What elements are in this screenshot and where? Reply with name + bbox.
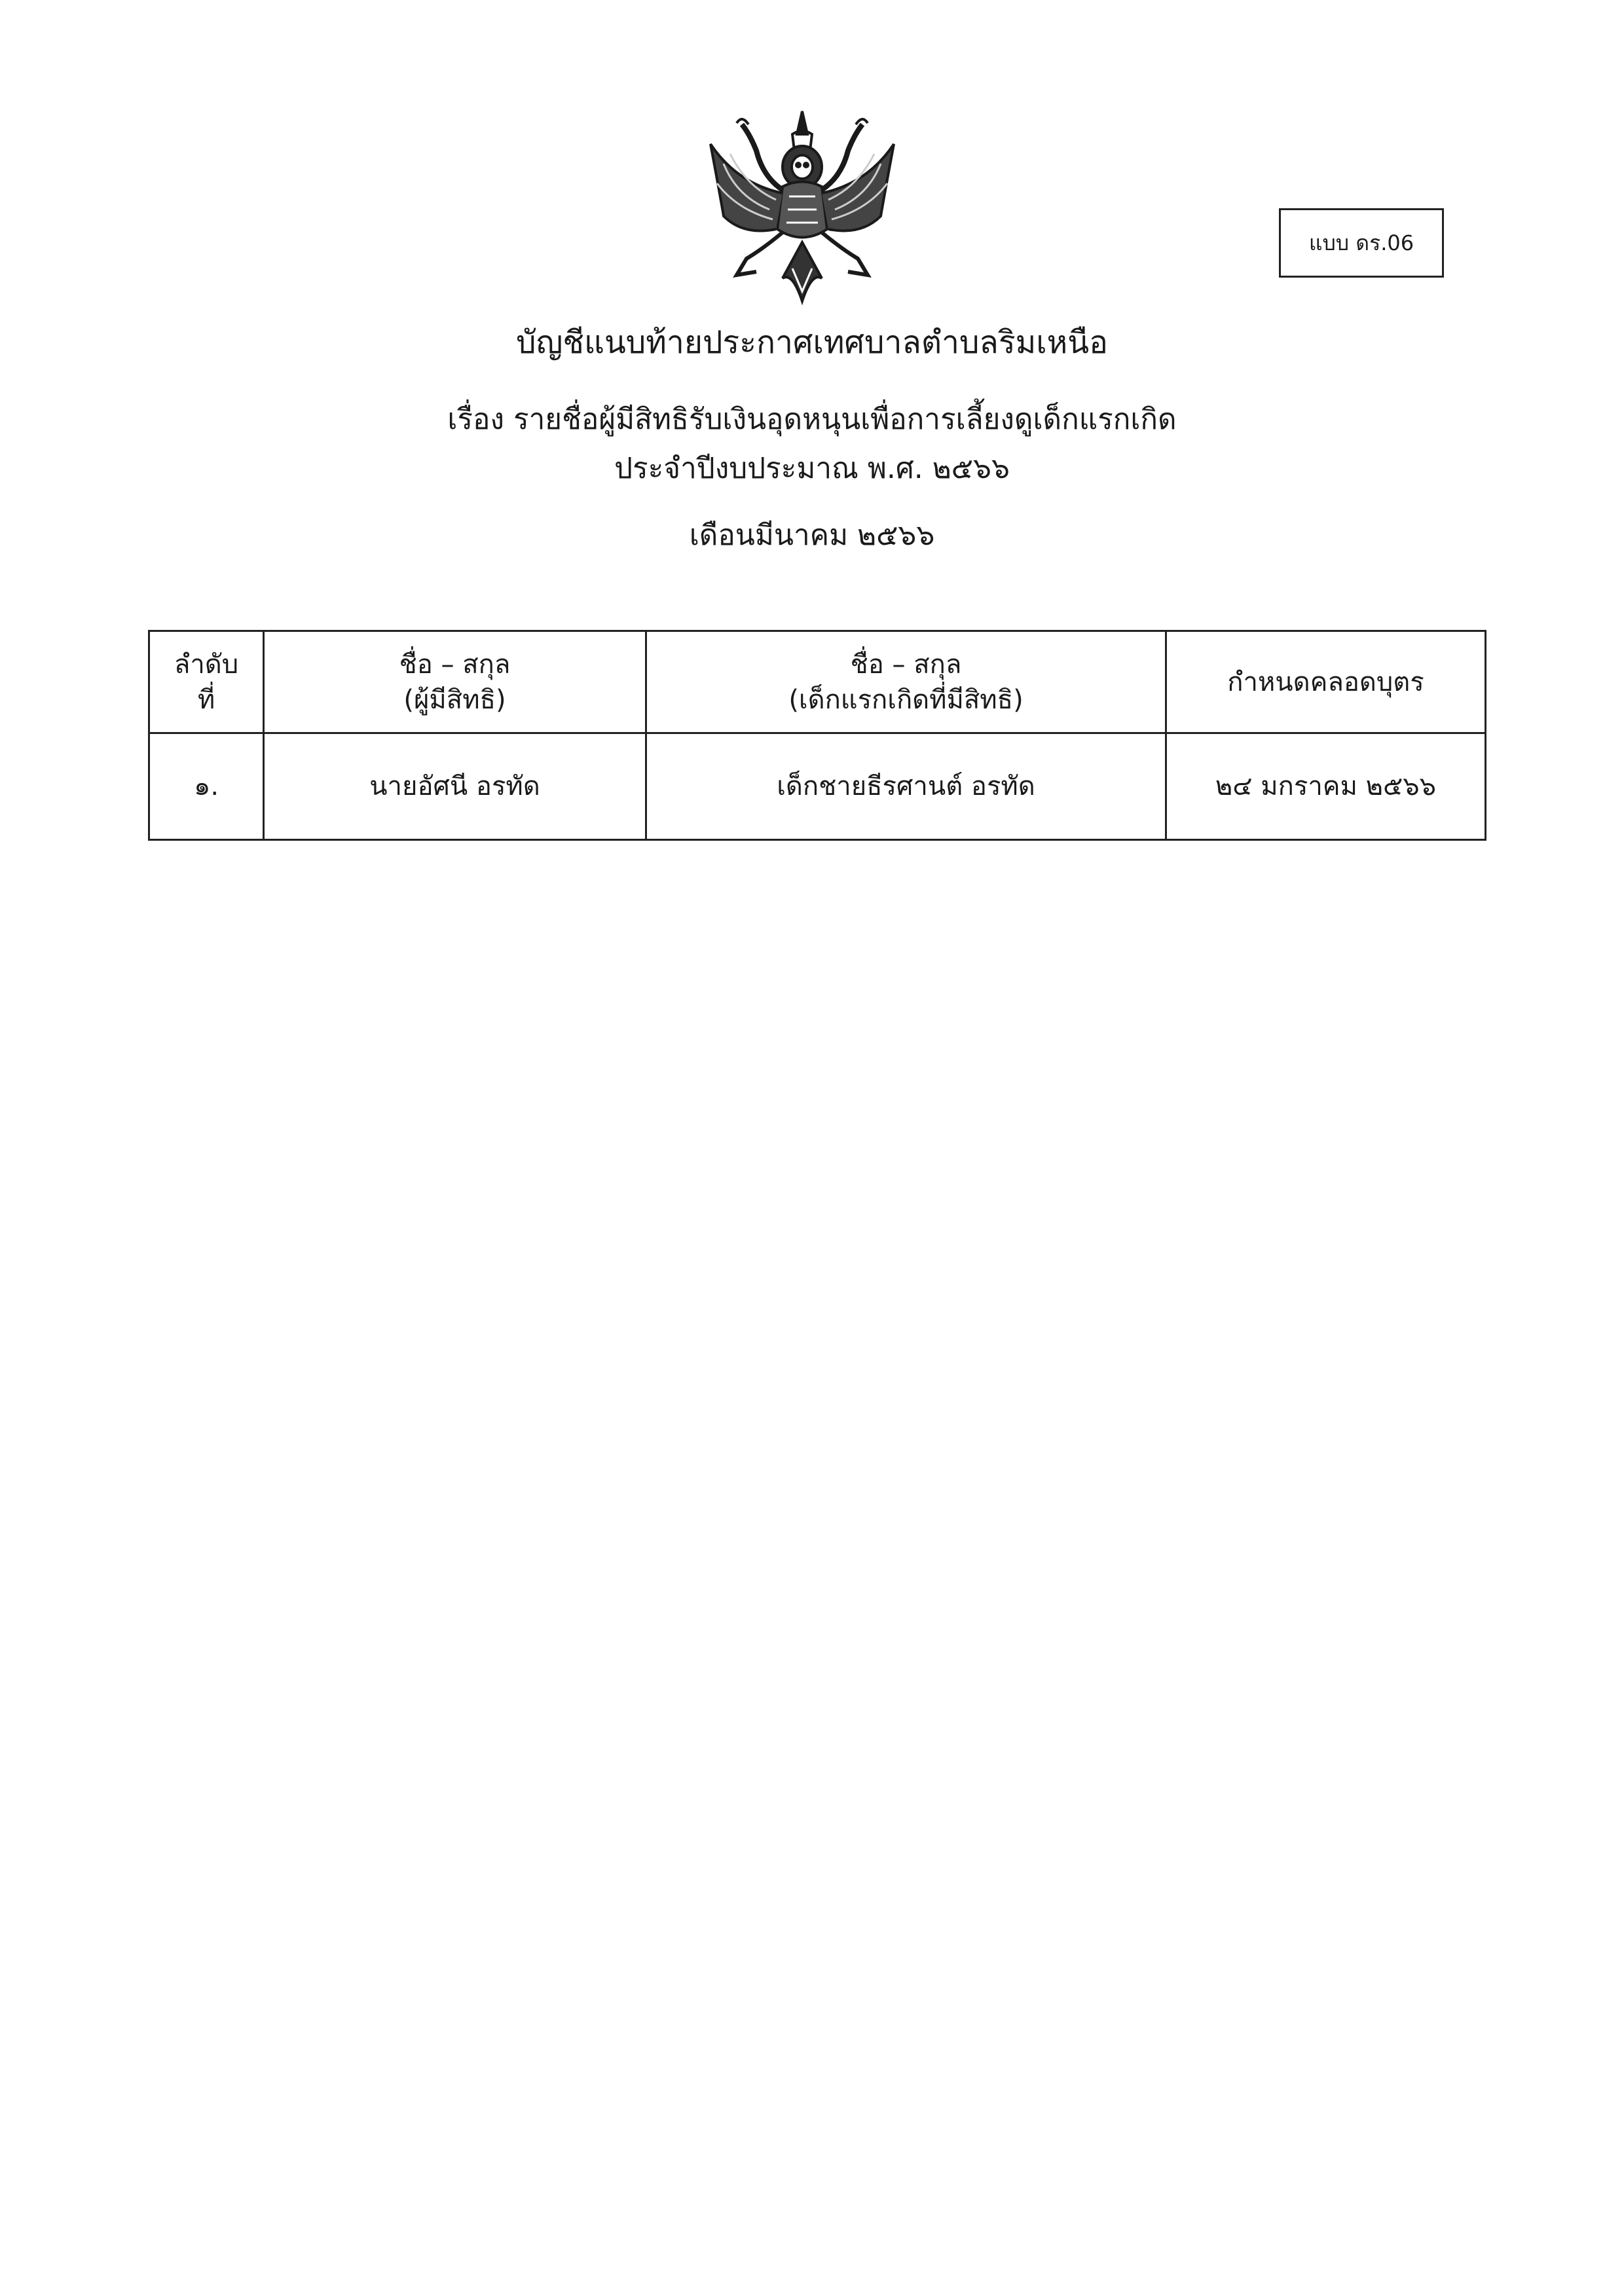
announcement-title: บัญชีแนบท้ายประกาศเทศบาลตำบลริมเหนือ	[516, 324, 1108, 361]
garuda-emblem	[684, 105, 920, 321]
cell-recipient-name: นายอัศนี อรทัด	[264, 733, 646, 840]
report-month: เดือนมีนาคม ๒๕๖๖	[689, 519, 935, 552]
header-recipient-name: ชื่อ – สกุล (ผู้มีสิทธิ)	[264, 631, 646, 733]
table-header-row	[149, 631, 1486, 733]
header-due-date: กำหนดคลอดบุตร	[1166, 631, 1486, 733]
announcement-subject: เรื่อง รายชื่อผู้มีสิทธิรับเงินอุดหนุนเพื่อการเลี้ยงดูเด็กแรกเกิด	[447, 403, 1177, 436]
header-no: ลำดับ ที่	[149, 631, 264, 733]
cell-no: ๑.	[149, 733, 264, 840]
beneficiaries-table	[148, 630, 1486, 841]
header-child-name: ชื่อ – สกุล (เด็กแรกเกิดที่มีสิทธิ)	[646, 631, 1166, 733]
fiscal-year: ประจำปีงบประมาณ พ.ศ. ๒๕๖๖	[614, 452, 1010, 485]
cell-child-name: เด็กชายธีรศานต์ อรทัด	[646, 733, 1166, 840]
cell-due-date: ๒๔ มกราคม ๒๕๖๖	[1166, 733, 1486, 840]
table-row	[149, 733, 1486, 840]
form-code-box: แบบ ดร.06	[1279, 208, 1444, 278]
